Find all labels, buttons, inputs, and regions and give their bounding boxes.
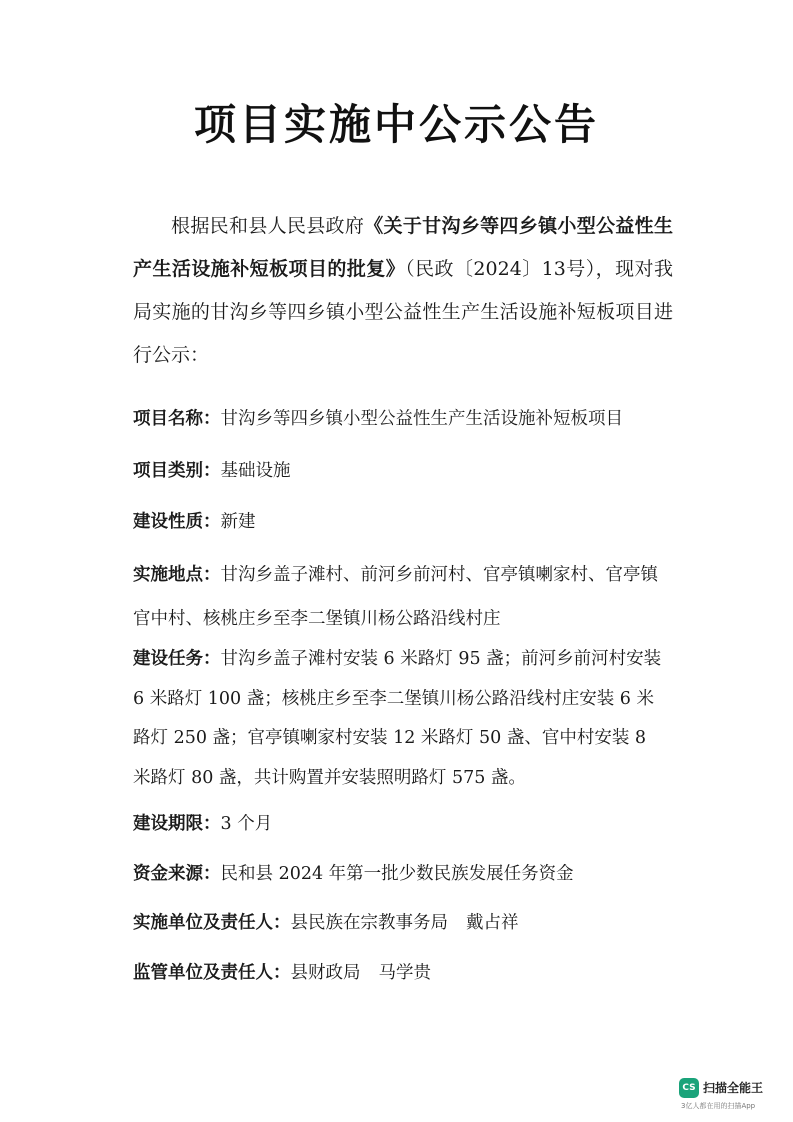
responsible-person: 戴占祥 [466,913,519,933]
field-value: 甘沟乡盖子滩村、前河乡前河村、官亭镇喇家村、官亭镇官中村、核桃庄乡至李二堡镇川杨公路沿线村庄 [133,565,658,629]
field-implementing-unit [133,904,668,943]
field-label: 监管单位及责任人： [133,963,291,983]
intro-paragraph [133,205,673,377]
field-value: 新建 [220,512,256,532]
intro-lead: 根据民和县人民县政府 [171,215,365,237]
field-label: 项目名称： [133,409,221,429]
field-value: 甘沟乡盖子滩村安装 6 米路灯 95 盏；前河乡前河村安装 6 米路灯 100 盏；核桃庄乡至李二堡镇川杨公路沿线村庄安装 6 米路灯 250 盏；官亭镇喇家村安装 12 米路灯 50 盏、官中村安装 8 米路灯 80 盏，共计购置并安装照明路灯 575 盏。 [133,649,662,788]
field-label: 建设任务： [133,649,221,669]
watermark-tagline: 3亿人都在用的扫描App [681,1102,756,1110]
responsible-person: 马学贵 [378,963,431,983]
field-label: 实施地点： [133,565,221,585]
field-construction-nature [133,503,668,542]
field-value: 县民族在宗教事务局 [290,913,448,933]
page-title: 项目实施中公示公告 [193,100,599,149]
field-construction-tasks [133,640,668,798]
field-funding-source [133,855,668,894]
field-label: 建设期限： [133,814,221,834]
intro-doc-reference: 《关于甘沟乡等四乡镇小型公益性生产生活设施补短板项目的批复》 [133,215,673,280]
field-value: 基础设施 [220,461,291,481]
field-label: 建设性质： [133,512,221,532]
field-label: 实施单位及责任人： [133,913,291,933]
field-label: 项目类别： [133,461,221,481]
field-value: 甘沟乡等四乡镇小型公益性生产生活设施补短板项目 [220,409,623,429]
camscanner-logo-icon: CS [679,1078,699,1098]
field-construction-period [133,805,668,844]
intro-rest: 现对我局实施的甘沟乡等四乡镇小型公益性生产生活设施补短板项目进行公示： [133,258,673,366]
field-project-name [133,400,668,439]
field-value: 民和县 2024 年第一批少数民族发展任务资金 [220,864,574,884]
field-label: 资金来源： [133,864,221,884]
scanner-watermark [679,1076,779,1114]
field-project-category [133,452,668,491]
intro-doc-number: （民政〔2024〕13号）， [405,258,616,280]
field-location [133,553,668,641]
field-supervising-unit [133,954,668,993]
field-value: 3 个月 [220,814,273,834]
watermark-app-name: 扫描全能王 [703,1081,764,1095]
field-value: 县财政局 [290,963,361,983]
